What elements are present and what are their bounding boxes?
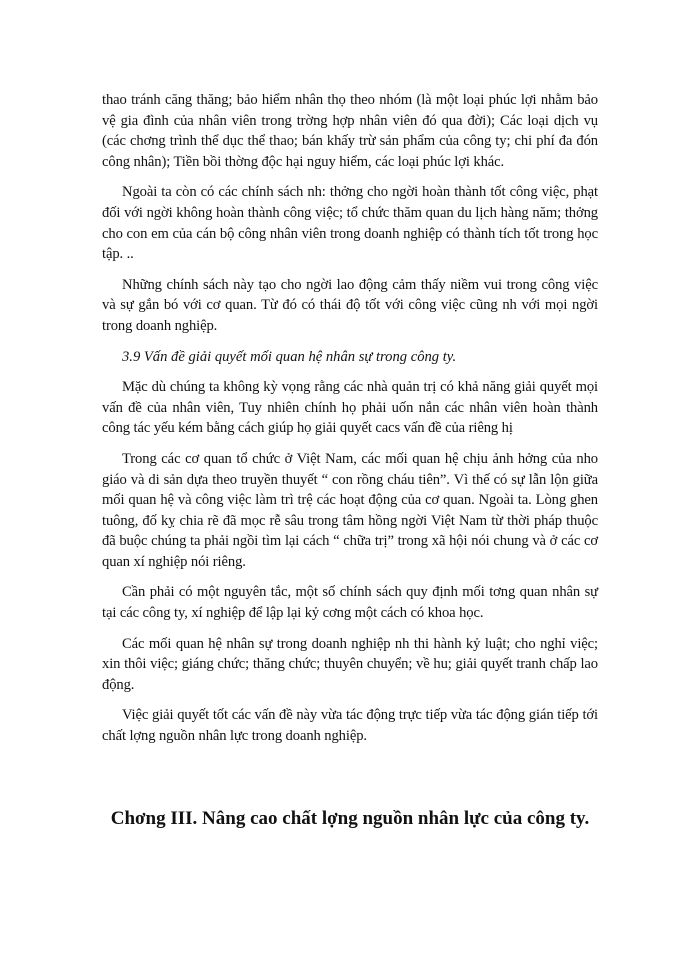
chapter-title: Chơng III. Nâng cao chất lợng nguồn nhân lực của công ty.	[110, 808, 590, 829]
body-text	[102, 90, 598, 757]
paragraph: Cần phải có một nguyên tắc, một số chính sách quy định mối tơng quan nhân sự tại các công ty, xí nghiệp để lập lại kỷ cơng một cách có khoa học.	[102, 584, 598, 622]
paragraph: Trong các cơ quan tổ chức ở Việt Nam, các mối quan hệ chịu ảnh hởng của nho giáo và di sản dựa theo truyền thuyết “ con rồng cháu tiên”. Vì thế có sự lẫn lộn giữa mối quan hệ và công việc làm trì trệ các hoạt động của cơ quan. Ngoài ta. Lòng ghen tuông, đố kỵ chia rẽ đã mọc rễ sâu trong tâm hồng ngời Việt Nam từ thời pháp thuộc đã buộc chúng ta phải ngồi tìm lại cách “ chữa trị” trong xã hội nói chung và ở các cơ quan xí nghiệp nói riêng.	[102, 450, 598, 570]
paragraph: thao tránh căng thăng; bảo hiểm nhân thọ theo nhóm (là một loại phúc lợi nhằm bảo vệ gia đình của nhân viên trong trờng hợp nhân viên đó qua đời); Các loại dịch vụ (các chơng trình thể dục thể thao; bán khấy trừ sản phẩm của công ty; chi phí đa đón công nhân); Tiền bồi thờng độc hại nguy hiểm, các loại phúc lợi khác.	[102, 92, 598, 170]
paragraph: Những chính sách này tạo cho ngời lao động cảm thấy niềm vui trong công việc và sự gắn bó với cơ quan. Từ đó có thái độ tốt với công việc cũng nh với mọi ngời trong doanh nghiệp.	[102, 276, 598, 334]
paragraph: Các mối quan hệ nhân sự trong doanh nghiệp nh thi hành kỷ luật; cho nghỉ việc; xin thôi việc; giáng chức; thăng chức; thuyên chuyển; về hu; giải quyết tranh chấp lao động.	[102, 635, 598, 693]
paragraph: Ngoài ta còn có các chính sách nh: thởng cho ngời hoàn thành tốt công việc, phạt đối với ngời không hoàn thành công việc; tổ chức thăm quan du lịch hàng năm; thởng cho con em của cán bộ công nhân viên trong doanh nghiệp có thành tích tốt trong học tập. ..	[102, 184, 598, 263]
paragraph: Mặc dù chúng ta không kỳ vọng rằng các nhà quản trị có khả năng giải quyết mọi vấn đề của nhân viên, Tuy nhiên chính họ phải uốn nắn các nhân viên hoàn thành công tác yếu kém bằng cách giúp họ giải quyết cacs vấn đề của riêng hị	[102, 379, 598, 437]
section-heading: 3.9 Vấn đề giải quyết mối quan hệ nhân sự trong công ty.	[122, 348, 457, 365]
paragraph: Việc giải quyết tốt các vấn đề này vừa tác động trực tiếp vừa tác động gián tiếp tới chất lợng nguồn nhân lực trong doanh nghiệp.	[102, 707, 598, 745]
